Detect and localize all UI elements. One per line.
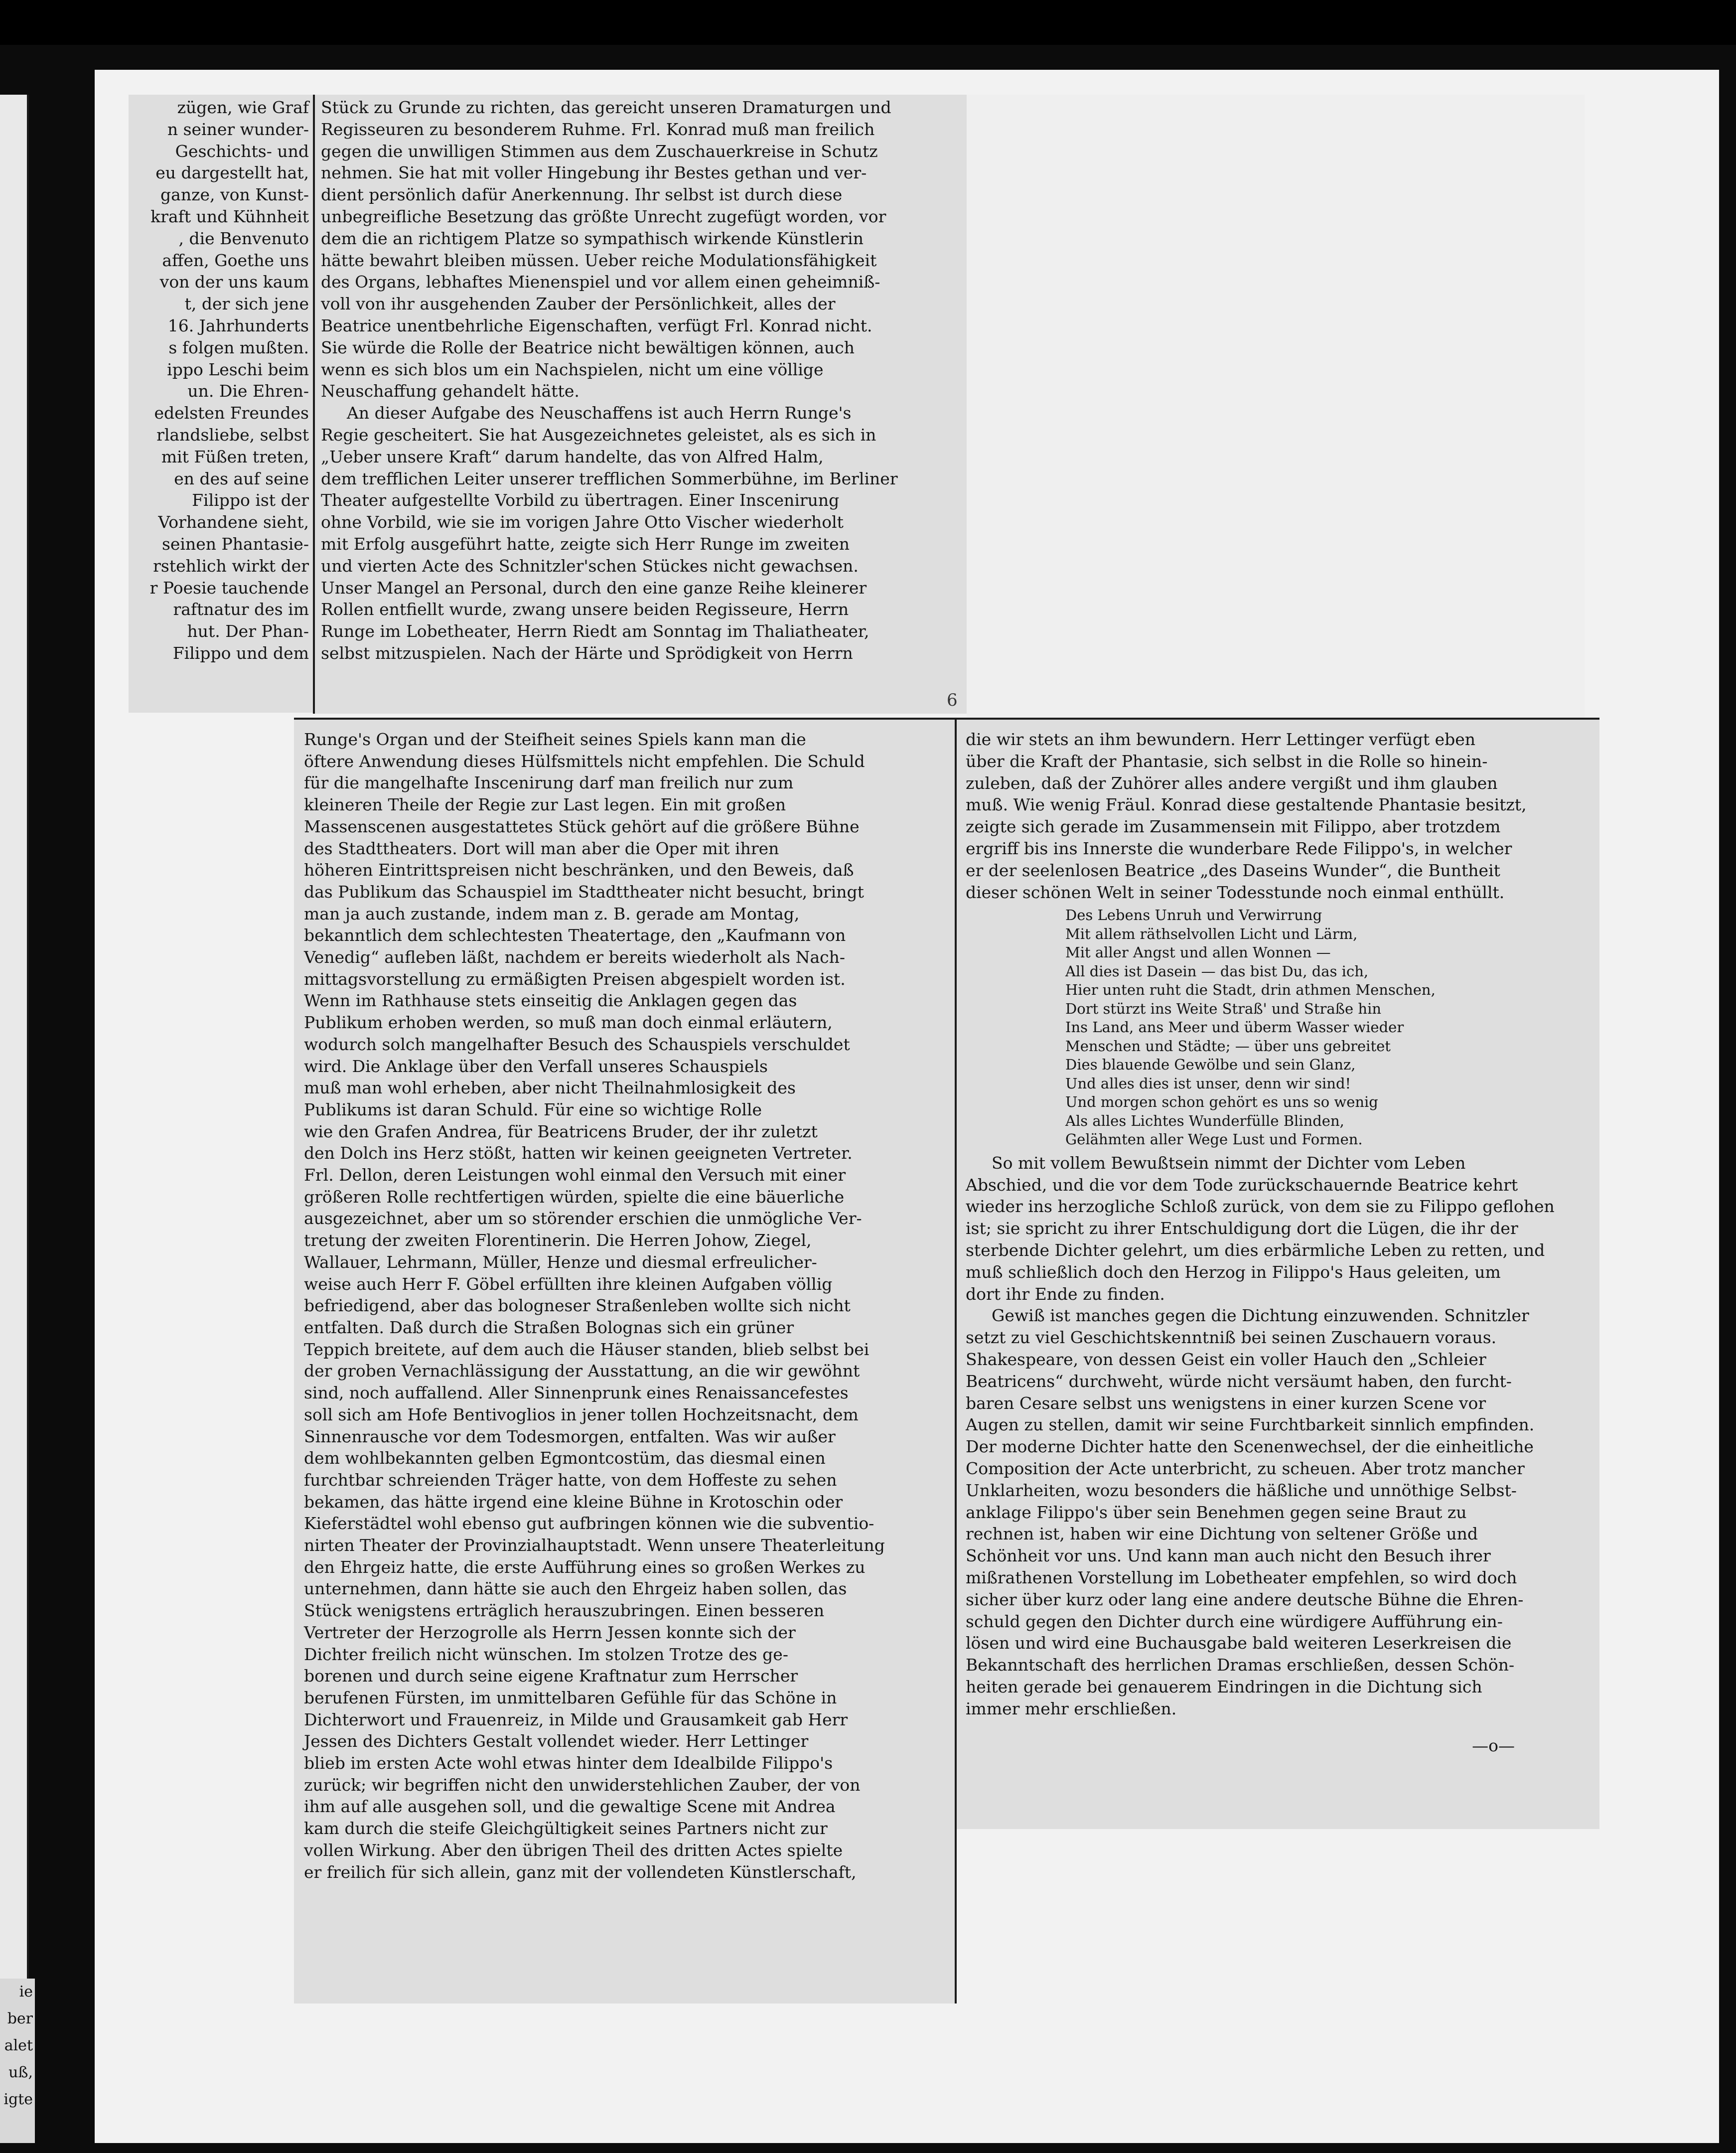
clipping-column-4 (957, 718, 1599, 1829)
text-line: kam durch die steife Gleichgültigkeit seines Partners nicht zur (304, 1819, 828, 1839)
text-line: Menschen und Städte; — über uns gebreitet (1065, 1037, 1391, 1055)
text-line: r Poesie tauchende (149, 578, 309, 598)
text-line: n seiner wunder- (167, 119, 309, 139)
text-line: zurück; wir begriffen nicht den unwiderstehlichen Zauber, der von (304, 1775, 861, 1795)
text-line: Vertreter der Herzogrolle als Herrn Jessen konnte sich der (304, 1622, 796, 1642)
margin-mark: 6 (947, 690, 958, 710)
text-line: edelsten Freundes (154, 403, 309, 423)
blank-area (967, 95, 1585, 718)
text-line: bekamen, das hätte irgend eine kleine Bühne in Krotoschin oder (304, 1492, 843, 1512)
text-line: heiten gerade bei genauerem Eindringen in die Dichtung sich (966, 1677, 1482, 1696)
text-line: Frl. Dellon, deren Leistungen wohl einmal den Versuch mit einer (304, 1165, 846, 1185)
text-line: des Organs, lebhaftes Mienenspiel und vor allem einen geheimniß- (321, 272, 880, 292)
text-line: Abschied, und die vor dem Tode zurückschauernde Beatrice kehrt (966, 1175, 1518, 1195)
article-text-before-poem (966, 729, 1590, 903)
text-line: mißrathenen Vorstellung im Lobetheater empfehlen, so wird doch (966, 1568, 1517, 1588)
text-line: kraft und Kühnheit (150, 206, 309, 226)
text-line: An dieser Aufgabe des Neuschaffens ist auch Herrn Runge's (347, 403, 852, 423)
text-line: hut. Der Phan- (187, 621, 309, 641)
text-line: Schönheit vor uns. Und kann man auch nicht den Besuch ihrer (966, 1546, 1491, 1566)
text-line: mit Erfolg ausgeführt hatte, zeigte sich Herr Runge im zweiten (321, 534, 850, 554)
article-text-after-poem (966, 1152, 1590, 1720)
text-line: entfalten. Daß durch die Straßen Bolognas sich ein grüner (304, 1317, 794, 1337)
text-line: rlandsliebe, selbst (156, 425, 309, 445)
text-line: wenn es sich blos um ein Nachspielen, nicht um eine völlige (321, 359, 824, 379)
text-line: über die Kraft der Phantasie, sich selbst in die Rolle so hinein- (966, 751, 1488, 771)
text-line: größeren Rolle rechtfertigen würden, spielte die eine bäuerliche (304, 1187, 845, 1207)
text-line: zügen, wie Graf (177, 98, 309, 117)
text-line: voll von ihr ausgehenden Zauber der Persönlichkeit, alles der (321, 294, 836, 314)
text-line: Regisseuren zu besonderem Ruhme. Frl. Konrad muß man freilich (321, 119, 875, 139)
text-line: dem wohlbekannten gelben Egmontcostüm, das diesmal einen (304, 1448, 826, 1468)
text-line: baren Cesare selbst uns wenigstens in einer kurzen Scene vor (966, 1393, 1486, 1413)
text-line: anklage Filippo's über sein Benehmen gegen seine Braut zu (966, 1502, 1467, 1522)
text-line: Hier unten ruht die Stadt, drin athmen Menschen, (1065, 981, 1436, 999)
text-line: bekanntlich dem schlechtesten Theatertage, den „Kaufmann von (304, 925, 846, 945)
text-line: Neuschaffung gehandelt hätte. (321, 381, 579, 401)
text-line: ippo Leschi beim (167, 359, 309, 379)
text-line: Mit aller Angst und allen Wonnen — (1065, 944, 1331, 961)
poem-quote (966, 906, 1590, 1149)
text-line: Stück zu Grunde zu richten, das gereicht unseren Dramaturgen und (321, 98, 891, 117)
text-line: 16. Jahrhunderts (167, 315, 309, 335)
text-line: wieder ins herzogliche Schloß zurück, von dem sie zu Filippo geflohen (966, 1197, 1555, 1217)
text-line: blieb im ersten Acte wohl etwas hinter dem Idealbilde Filippo's (304, 1753, 833, 1773)
text-line: Als alles Lichtes Wunderfülle Blinden, (1065, 1112, 1344, 1129)
text-line: der groben Vernachlässigung der Ausstattung, an die wir gewöhnt (304, 1361, 860, 1381)
text-line: Shakespeare, von dessen Geist ein voller Hauch den „Schleier (966, 1350, 1486, 1370)
text-line: wodurch solch mangelhafter Besuch des Schauspiels verschuldet (304, 1034, 850, 1054)
text-line: Jessen des Dichters Gestalt vollendet wieder. Herr Lettinger (304, 1731, 809, 1751)
text-line: er der seelenlosen Beatrice „des Daseins Wunder“, die Buntheit (966, 860, 1500, 880)
clipping-column-3 (294, 718, 957, 2003)
text-line: „Ueber unsere Kraft“ darum handelte, das von Alfred Halm, (321, 447, 824, 466)
text-line: Wallauer, Lehrmann, Müller, Henze und diesmal erfreulicher- (304, 1252, 817, 1272)
text-line: Gelähmten aller Wege Lust und Formen. (1065, 1131, 1363, 1148)
text-line: den Ehrgeiz hatte, die erste Aufführung eines so großen Werkes zu (304, 1557, 866, 1577)
text-line: zeigte sich gerade im Zusammensein mit Filippo, aber trotzdem (966, 817, 1501, 837)
text-line: Unser Mangel an Personal, durch den eine ganze Reihe kleinerer (321, 578, 867, 598)
text-line: eu dargestellt hat, (155, 163, 309, 183)
text-line: dem trefflichen Leiter unserer trefflichen Sommerbühne, im Berliner (321, 468, 898, 488)
text-line: setzt zu viel Geschichtskenntniß bei seinen Zuschauern voraus. (966, 1328, 1497, 1348)
text-line: er freilich für sich allein, ganz mit der vollendeten Künstlerschaft, (304, 1862, 857, 1882)
text-line: Der moderne Dichter hatte den Scenenwechsel, der die einheitliche (966, 1437, 1534, 1457)
text-line: Runge's Organ und der Steifheit seines Spiels kann man die (304, 730, 806, 749)
text-line: Bekanntschaft des herrlichen Dramas erschließen, dessen Schön- (966, 1655, 1515, 1675)
clipping-column-1 (129, 95, 313, 713)
text-line: von der uns kaum (159, 272, 309, 292)
text-line: schuld gegen den Dichter durch eine würdigere Aufführung ein- (966, 1611, 1503, 1631)
text-line: un. Die Ehren- (187, 381, 309, 401)
text-line: höheren Eintrittspreisen nicht beschränken, und den Beweis, daß (304, 860, 854, 880)
text-line: des Stadttheaters. Dort will man aber die Oper mit ihren (304, 838, 779, 858)
text-line: All dies ist Dasein — das bist Du, das ich, (1065, 962, 1369, 980)
text-line: Rollen entfiellt wurde, zwang unsere beiden Regisseure, Herrn (321, 600, 849, 619)
text-line: muß. Wie wenig Fräul. Konrad diese gestaltende Phantasie besitzt, (966, 795, 1527, 815)
text-line: Des Lebens Unruh und Verwirrung (1065, 907, 1322, 924)
text-line: die wir stets an ihm bewundern. Herr Lettinger verfügt eben (966, 730, 1476, 749)
text-line: rstehlich wirkt der (153, 556, 309, 576)
text-line: ist; sie spricht zu ihrer Entschuldigung dort die Lügen, die ihr der (966, 1219, 1518, 1238)
text-line: lösen und wird eine Buchausgabe bald weiteren Leserkreisen die (966, 1633, 1512, 1653)
text-line: wird. Die Anklage über den Verfall unseres Schauspiels (304, 1056, 768, 1076)
adjacent-page-edge (0, 95, 29, 2013)
text-line: Regie gescheitert. Sie hat Ausgezeichnetes geleistet, als es sich in (321, 425, 876, 445)
text-line: Filippo und dem (172, 643, 309, 663)
text-line: den Dolch ins Herz stößt, hatten wir keinen geeigneten Vertreter. (304, 1143, 853, 1163)
text-line: das Publikum das Schauspiel im Stadttheater nicht besucht, bringt (304, 882, 864, 902)
text-line: dem die an richtigem Platze so sympathisch wirkende Künstlerin (321, 228, 864, 248)
text-line: Massenscenen ausgestattetes Stück gehört auf die größere Bühne (304, 816, 860, 836)
text-line: sind, noch auffallend. Aller Sinnenprunk eines Renaissancefestes (304, 1383, 849, 1403)
text-line: man ja auch zustande, indem man z. B. gerade am Montag, (304, 904, 800, 923)
text-line: Augen zu stellen, damit wir seine Furchtbarkeit sinnlich empfinden. (966, 1415, 1535, 1435)
text-line: sicher über kurz oder lang eine andere deutsche Bühne die Ehren- (966, 1589, 1524, 1609)
text-line: Und alles dies ist unser, denn wir sind! (1065, 1075, 1351, 1092)
text-line: Sinnenrausche vor dem Todesmorgen, entfalten. Was wir außer (304, 1426, 836, 1446)
text-line: unternehmen, dann hätte sie auch den Ehrgeiz haben sollen, das (304, 1579, 847, 1599)
text-line: immer mehr erschließen. (966, 1698, 1177, 1718)
text-line: tretung der zweiten Florentinerin. Die Herren Johow, Ziegel, (304, 1230, 812, 1250)
text-line: t, der sich jene (184, 294, 309, 314)
text-line: Dies blauende Gewölbe und sein Glanz, (1065, 1056, 1356, 1074)
text-line: unbegreifliche Besetzung das größte Unrecht zugefügt worden, vor (321, 206, 886, 226)
text-line: en des auf seine (174, 468, 309, 488)
text-line: Theater aufgestellte Vorbild zu übertragen. Einer Inscenirung (321, 490, 840, 510)
text-line: nirten Theater der Provinzialhauptstadt. Wenn unsere Theaterleitung (304, 1536, 885, 1555)
text-line: berufenen Fürsten, im unmittelbaren Gefühle für das Schöne in (304, 1688, 837, 1707)
text-line: ergriff bis ins Innerste die wunderbare Rede Filippo's, in welcher (966, 838, 1512, 858)
text-line: Gewiß ist manches gegen die Dichtung einzuwenden. Schnitzler (992, 1306, 1529, 1326)
text-line: nehmen. Sie hat mit voller Hingebung ihr Bestes gethan und ver- (321, 163, 867, 183)
text-line: ihm auf alle ausgehen soll, und die gewaltige Scene mit Andrea (304, 1797, 836, 1817)
text-line: Beatrice unentbehrliche Eigenschaften, verfügt Frl. Konrad nicht. (321, 315, 872, 335)
text-line: Mit allem räthselvollen Licht und Lärm, (1065, 925, 1358, 942)
text-line: Dichter freilich nicht wünschen. Im stolzen Trotze des ge- (304, 1644, 788, 1664)
text-line: ohne Vorbild, wie sie im vorigen Jahre Otto Vischer wiederholt (321, 512, 844, 532)
text-line: muß schließlich doch den Herzog in Filippo's Haus geleiten, um (966, 1262, 1501, 1282)
text-line: Geschichts- und (175, 141, 309, 161)
text-line: sterbende Dichter gelehrt, um dies erbärmliche Leben zu retten, und (966, 1240, 1545, 1260)
text-line: borenen und durch seine eigene Kraftnatur zum Herrscher (304, 1666, 798, 1686)
text-line: Vorhandene sieht, (158, 512, 309, 532)
text-line: vollen Wirkung. Aber den übrigen Theil des dritten Actes spielte (304, 1840, 843, 1860)
adjacent-page-fragment: ie ber alet uß, igte (0, 1979, 35, 2143)
text-line: furchtbar schreienden Träger hatte, von dem Hoffeste zu sehen (304, 1470, 837, 1490)
text-line: für die mangelhafte Inscenirung darf man freilich nur zum (304, 773, 794, 793)
text-line: , die Benvenuto (178, 228, 309, 248)
text-line: hätte bewahrt bleiben müssen. Ueber reiche Modulationsfähigkeit (321, 250, 877, 270)
text-line: affen, Goethe uns (162, 250, 309, 270)
text-line: öftere Anwendung dieses Hülfsmittels nicht empfehlen. Die Schuld (304, 751, 865, 771)
text-line: seinen Phantasie- (161, 534, 309, 554)
text-line: dient persönlich dafür Anerkennung. Ihr selbst ist durch diese (321, 185, 843, 205)
text-line: s folgen mußten. (168, 337, 309, 357)
text-line: und vierten Acte des Schnitzler'schen Stückes nicht gewachsen. (321, 556, 859, 576)
top-border (0, 0, 1736, 45)
text-line: zuleben, daß der Zuhörer alles andere vergißt und ihm glauben (966, 773, 1498, 793)
end-mark: —o— (1472, 1735, 1515, 1755)
text-line: mit Füßen treten, (161, 447, 309, 466)
text-line: Composition der Acte unterbricht, zu scheuen. Aber trotz mancher (966, 1459, 1525, 1479)
text-line: mittagsvorstellung zu ermäßigten Preisen abgespielt worden ist. (304, 969, 846, 989)
text-line: Wenn im Rathhause stets einseitig die Anklagen gegen das (304, 991, 797, 1011)
text-line: kleineren Theile der Regie zur Last legen. Ein mit großen (304, 795, 786, 815)
text-line: raftnatur des im (173, 600, 309, 619)
text-line: ganze, von Kunst- (160, 185, 309, 205)
text-line: Dichterwort und Frauenreiz, in Milde und Grausamkeit gab Herr (304, 1709, 848, 1729)
text-line: Sie würde die Rolle der Beatrice nicht bewältigen können, auch (321, 337, 855, 357)
text-line: Beatricens“ durchweht, würde nicht versäumt haben, den furcht- (966, 1371, 1512, 1391)
text-line: soll sich am Hofe Bentivoglios in jener tollen Hochzeitsnacht, dem (304, 1404, 859, 1424)
text-line: rechnen ist, haben wir eine Dichtung von seltener Größe und (966, 1524, 1478, 1544)
text-line: dieser schönen Welt in seiner Todesstunde noch einmal enthüllt. (966, 882, 1505, 902)
text-line: Ins Land, ans Meer und überm Wasser wieder (1065, 1019, 1404, 1036)
text-line: Und morgen schon gehört es uns so wenig (1065, 1093, 1378, 1111)
clipping-column-2 (313, 95, 967, 714)
text-line: Filippo ist der (192, 490, 309, 510)
text-line: Kieferstädtel wohl ebenso gut aufbringen können wie die subventio- (304, 1514, 874, 1534)
text-line: So mit vollem Bewußtsein nimmt der Dichter vom Leben (992, 1153, 1466, 1173)
text-line: muß man wohl erheben, aber nicht Theilnahmlosigkeit des (304, 1078, 796, 1098)
text-line: Venedig“ aufleben läßt, nachdem er bereits wiederholt als Nach- (304, 947, 846, 967)
text-line: Dort stürzt ins Weite Straß' und Straße hin (1065, 1000, 1382, 1017)
text-line: Runge im Lobetheater, Herrn Riedt am Sonntag im Thaliatheater, (321, 621, 869, 641)
text-line: dort ihr Ende zu finden. (966, 1284, 1165, 1304)
text-line: weise auch Herr F. Göbel erfüllten ihre kleinen Aufgaben völlig (304, 1274, 833, 1294)
text-line: Publikum erhoben werden, so muß man doch einmal erläutern, (304, 1013, 833, 1033)
text-line: Stück wenigstens erträglich herauszubringen. Einen besseren (304, 1601, 825, 1621)
text-line: selbst mitzuspielen. Nach der Härte und Sprödigkeit von Herrn (321, 643, 853, 663)
text-line: befriedigend, aber das bologneser Straßenleben wollte sich nicht (304, 1296, 851, 1316)
text-line: Teppich breitete, auf dem auch die Häuser standen, blieb selbst bei (304, 1339, 869, 1359)
text-line: Unklarheiten, wozu besonders die häßliche und unnöthige Selbst- (966, 1480, 1517, 1500)
text-line: gegen die unwilligen Stimmen aus dem Zuschauerkreise in Schutz (321, 141, 878, 161)
text-line: ausgezeichnet, aber um so störender erschien die unmögliche Ver- (304, 1209, 862, 1229)
text-line: Publikums ist daran Schuld. Für eine so wichtige Rolle (304, 1099, 762, 1119)
text-line: wie den Grafen Andrea, für Beatricens Bruder, der ihr zuletzt (304, 1121, 818, 1141)
